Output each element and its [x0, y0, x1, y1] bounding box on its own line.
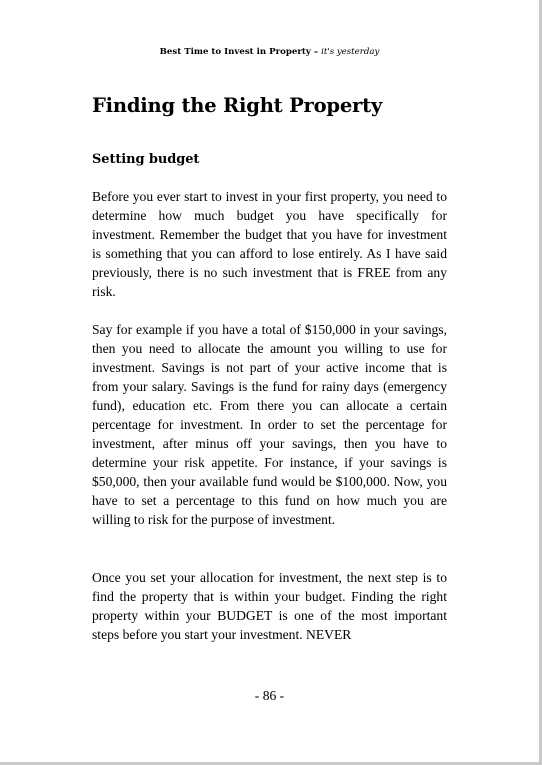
- header-separator: –: [310, 47, 322, 57]
- section-heading: Setting budget: [92, 152, 200, 167]
- header-book-title: Best Time to Invest in Property: [159, 47, 311, 57]
- body-paragraph: Before you ever start to invest in your first property, you need to determine how much budget you have specifically for investment. Remember the budget that you have for investment is something that you can afford to lose entirely. As I have said previously, there is no such investment that is FREE from any risk.: [92, 189, 447, 299]
- body-paragraph: Say for example if you have a total of $150,000 in your savings, then you need to allocate the amount you willing to use for investment. Savings is not part of your active income that is from your salary. Savings is the fund for rainy days (emergency fund), education etc. From there you can allocate a certain percentage for investment. In order to set the percentage for investment, after minus off your savings, then you have to determine your risk appetite. For instance, if your savings is $50,000, then your available fund would be $100,000. Now, you have to set a percentage to this fund on how much you are willing to risk for the purpose of investment.: [92, 322, 447, 527]
- body-paragraph: Once you set your allocation for investment, the next step is to find the property that is within your budget. Finding the right property within your BUDGET is one of the most important steps before you start your investment. NEVER: [92, 570, 447, 642]
- chapter-title: Finding the Right Property: [92, 94, 383, 117]
- header-subtitle: it's yesterday: [321, 47, 380, 57]
- page-number: - 86 -: [254, 688, 285, 703]
- running-header: [0, 47, 539, 57]
